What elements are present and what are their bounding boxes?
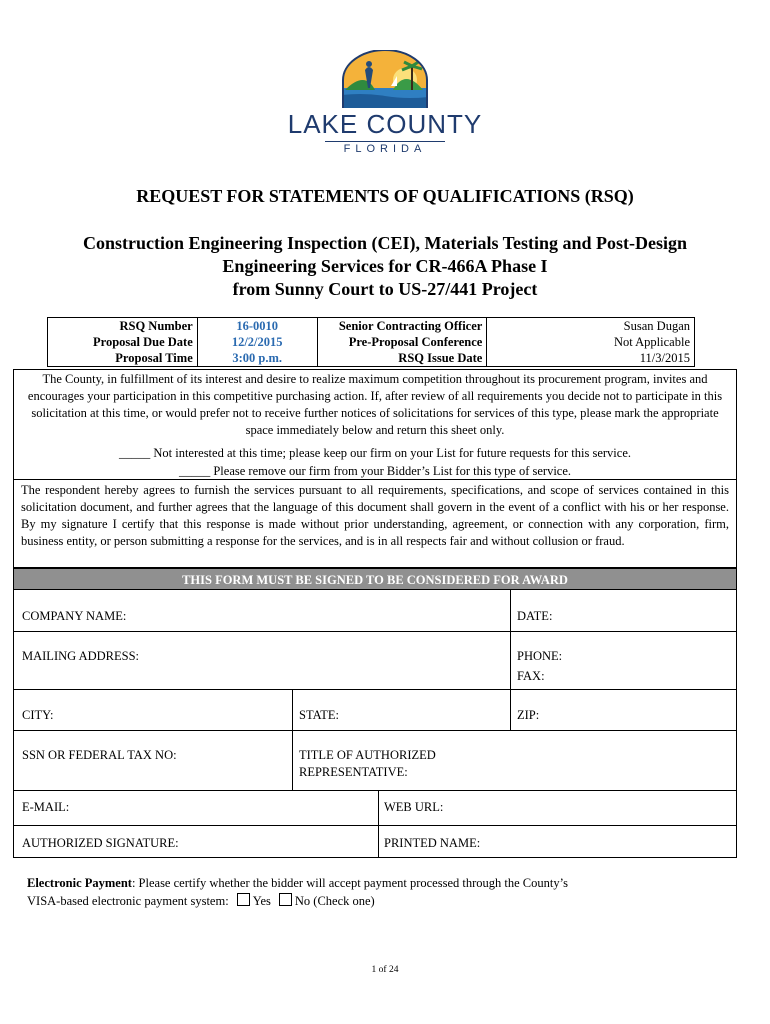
state-field[interactable]: STATE: — [299, 708, 339, 722]
rsq-info-table — [47, 317, 695, 367]
no-checkbox[interactable] — [279, 893, 292, 906]
electronic-payment-line-2 — [27, 892, 667, 910]
rsq-issue-date-label: RSQ Issue Date — [317, 350, 487, 367]
document-title: REQUEST FOR STATEMENTS OF QUALIFICATIONS (RSQ) — [136, 186, 634, 206]
notice-text: The County, in fulfillment of its interest and desire to realize maximum competition throughout its procurement program, invites and encourages your participation in this competitive purchasing action. If, after review of all requirements you decide not to participate in this solicitation at this time, or would prefer not to receive further notices of solicitations for services of this type, please mark the appropriate space immediately below and return this sheet only. — [27, 372, 723, 437]
project-title-line-1: Construction Engineering Inspection (CEI), Materials Testing and Post-Design — [82, 233, 688, 253]
table-row — [48, 318, 695, 335]
no-label: No (Check one) — [294, 894, 375, 908]
contracting-officer-label: Senior Contracting Officer — [317, 318, 487, 335]
project-title-line-2: Engineering Services for CR-466A Phase I — [222, 256, 548, 276]
electronic-payment-label: Electronic Payment — [27, 876, 132, 890]
city-field[interactable]: CITY: — [22, 708, 54, 722]
yes-checkbox[interactable] — [237, 893, 250, 906]
project-title — [20, 232, 750, 301]
proposal-time-value: 3:00 p.m. — [197, 350, 317, 367]
form-divider — [378, 790, 379, 858]
pre-proposal-conference-value: Not Applicable — [487, 334, 695, 350]
form-divider — [14, 825, 736, 826]
respondent-agreement: The respondent hereby agrees to furnish the services pursuant to all requirements, specifications, and scope of services contained in this solicitation document, and further agrees that the language of this document shall govern in the event of a conflict with his or her response. By my signature I certify that this response is made without prior understanding, agreement, or connection with any corporation, firm, business entity, or person submitting a response for the services, and is in all respects fair and without collusion or fraud. — [13, 480, 737, 568]
tax-number-field[interactable]: SSN OR FEDERAL TAX NO: — [22, 748, 177, 762]
project-title-line-3: from Sunny Court to US-27/441 Project — [232, 279, 538, 299]
mailing-address-field[interactable]: MAILING ADDRESS: — [22, 649, 140, 663]
county-seal-icon — [335, 50, 435, 108]
authorized-title-label-2: REPRESENTATIVE: — [299, 765, 408, 779]
page-number: 1 of 24 — [371, 965, 399, 975]
table-row — [48, 334, 695, 350]
electronic-payment-text: : Please certify whether the bidder will accept payment processed through the County’s — [131, 876, 568, 890]
electronic-payment-section — [27, 874, 667, 910]
logo-county-name: LAKE COUNTY — [287, 109, 483, 139]
email-field[interactable]: E-MAIL: — [22, 800, 70, 814]
pre-proposal-conference-label: Pre-Proposal Conference — [317, 334, 487, 350]
form-divider — [14, 730, 736, 731]
company-name-field[interactable]: COMPANY NAME: — [22, 609, 127, 623]
rsq-number-value: 16-0010 — [197, 318, 317, 335]
printed-name-field[interactable]: PRINTED NAME: — [384, 836, 481, 850]
table-row — [48, 350, 695, 367]
form-divider — [510, 689, 511, 730]
yes-label: Yes — [252, 894, 271, 908]
form-divider — [14, 790, 736, 791]
respondent-form — [13, 590, 737, 858]
phone-field[interactable]: PHONE: — [517, 649, 563, 663]
rsq-number-label: RSQ Number — [48, 318, 198, 335]
authorized-signature-field[interactable]: AUTHORIZED SIGNATURE: — [22, 836, 179, 850]
proposal-time-label: Proposal Time — [48, 350, 198, 367]
signature-required-banner: THIS FORM MUST BE SIGNED TO BE CONSIDERED FOR AWARD — [13, 568, 737, 590]
form-divider — [14, 631, 736, 632]
participation-notice — [13, 369, 737, 480]
fax-field[interactable]: FAX: — [517, 669, 545, 683]
web-url-field[interactable]: WEB URL: — [384, 800, 444, 814]
electronic-payment-line-1 — [27, 874, 667, 892]
logo-state-name: FLORIDA — [343, 143, 427, 155]
lake-county-logo — [265, 50, 505, 160]
proposal-due-date-value: 12/2/2015 — [197, 334, 317, 350]
authorized-title-label-1: TITLE OF AUTHORIZED — [299, 748, 436, 762]
form-divider — [292, 689, 293, 790]
form-divider — [14, 689, 736, 690]
logo-divider — [325, 141, 445, 142]
zip-field[interactable]: ZIP: — [517, 708, 540, 722]
proposal-due-date-label: Proposal Due Date — [48, 334, 198, 350]
electronic-payment-system-text: VISA-based electronic payment system: — [27, 894, 229, 908]
contracting-officer-value: Susan Dugan — [487, 318, 695, 335]
authorized-title-field[interactable] — [299, 747, 436, 781]
remove-from-list-option[interactable]: _____ Please remove our firm from your Bidder’s List for this type of service. — [178, 464, 572, 478]
rsq-issue-date-value: 11/3/2015 — [487, 350, 695, 367]
not-interested-option[interactable]: _____ Not interested at this time; please keep our firm on your List for future requests for this service. — [118, 446, 632, 460]
date-field[interactable]: DATE: — [517, 609, 553, 623]
